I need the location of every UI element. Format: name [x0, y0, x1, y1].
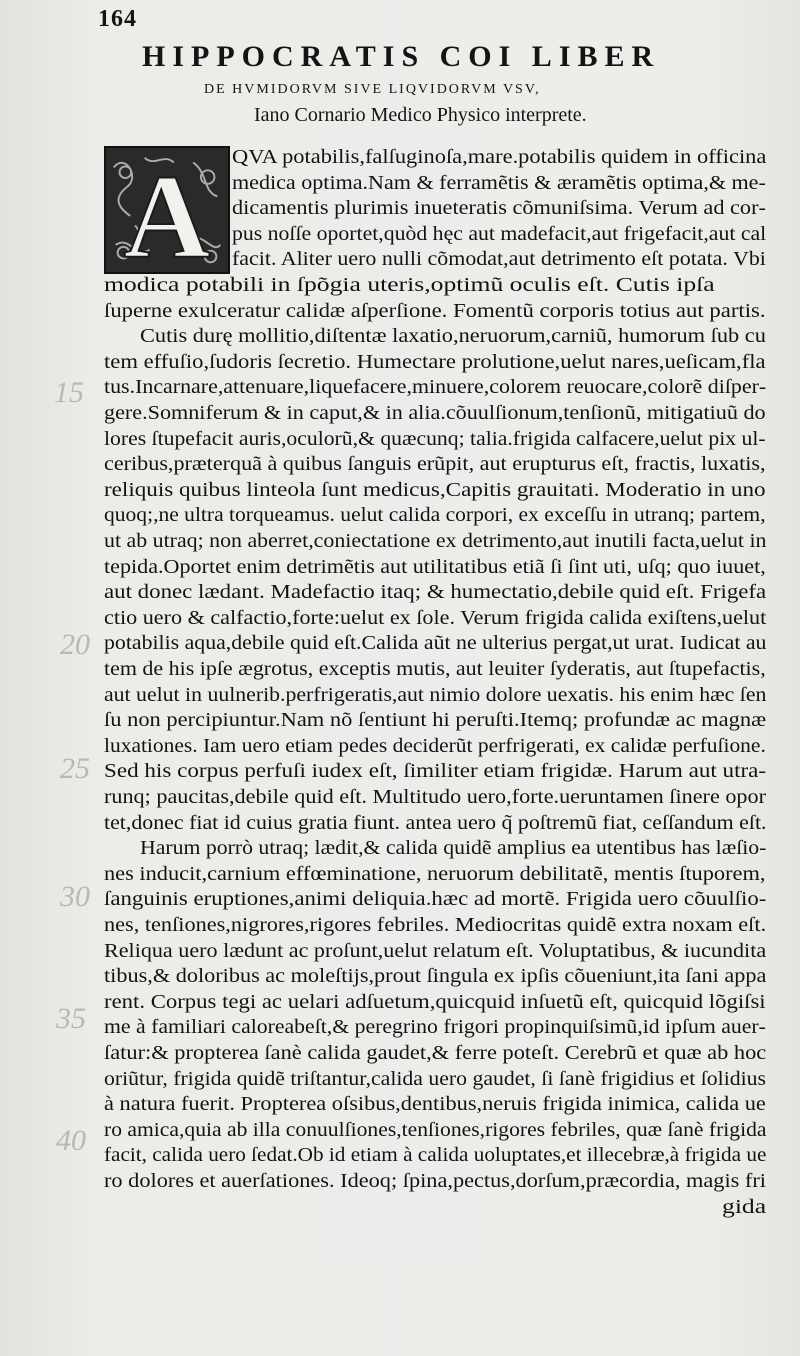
text-line: ſatur:& propterea ſanè calida gaudet,& ferre poteſt. Cerebrũ et quæ ab hoc [104, 1042, 767, 1064]
text-line: Harum porrò utraq; lædit,& calida quidẽ amplius ea utentibus has læſio‐ [140, 837, 767, 860]
text-line: potabilis aqua,debile quid eſt.Calida aũt ne ulterius pergat,ut urat. Iudicat au [104, 632, 767, 655]
text-line: ro amica,quia ab illa conuulſiones,tenſiones,rigores febriles, quæ ſanè frigida [104, 1118, 767, 1141]
margin-number: 15 [54, 376, 84, 409]
text-line: à natura fuerit. Propterea oſsibus,dentibus,neruis frigida inimica, calida ue [104, 1093, 766, 1116]
initial-letter: A [123, 149, 211, 272]
text-line: ut ab utraq; non aberret,coniectatione ex detrimento,aut inutili facta,uelut in [104, 530, 767, 552]
text-line: ſuperne exulceratur calidæ aſperſione. Fomentũ corporis totius aut partis. [104, 299, 766, 322]
text-line: tepida.Oportet enim detrimẽtis aut utilitatibus etiã ſi ſint uti, uſq; quo iuuet, [104, 555, 766, 578]
text-line: quoq;,ne ultra torqueamus. uelut calida corpori, ex exceſſu in utranq; partem, [104, 504, 766, 527]
text-line: runq; paucitas,debile quid eſt. Multitudo uero,forte.ueruntamen ſinere opor [104, 786, 766, 808]
text-line: QVA potabilis,falſuginoſa,mare.potabilis quidem in officina [232, 146, 767, 168]
text-line: oriũtur, frigida quidẽ triſtantur,calida uero gaudet, ſi ſanè frigidius et ſolidius [104, 1067, 767, 1090]
text-line: facit, calida uero ſedat.Ob id etiam à calida uoluptates,et illecebræ,à frigida ue [104, 1144, 767, 1167]
text-line: luxationes. Iam uero etiam pedes deciderũt perfrigerati, ex calidæ perfuſione. [104, 734, 766, 757]
text-line: nes inducit,carnium effœminatione, neruorum debilitatẽ, mentis ſtuporem, [104, 862, 766, 885]
text-line: tem effuſio,ſudoris ſecretio. Humectare prolutione,uelut nares,ueſicam,fla [104, 350, 766, 373]
margin-number: 25 [60, 752, 90, 785]
margin-number: 30 [60, 880, 90, 913]
text-line: Reliqua uero lædunt ac proſunt,uelut relatum eſt. Voluptatibus, & iucundita [104, 939, 767, 962]
text-line: Cutis durę mollitio,diſtentæ laxatio,neruorum,carniũ, humorum ſub cu [140, 325, 766, 348]
text-line: ſanguinis eruptiones,animi deliquia.hæc ad mortẽ. Frigida uero cõuulſio‐ [104, 888, 767, 911]
text-line: me à familiari caloreabeſt,& peregrino frigori propinquiſsimũ,id ipſum auer‐ [104, 1016, 766, 1039]
text-line: ceribus,præterquã à quibus ſanguis erũpit, aut erupturus eſt, fractis, luxatis, [104, 453, 766, 476]
text-line: tibus,& doloribus ac moleſtijs,prout ſingula ex ipſis cõueniunt,ita ſani appa [104, 965, 767, 988]
margin-number: 35 [56, 1002, 86, 1035]
text-line: medica optima.Nam & ferramẽtis & æramẽtis optima,& me‐ [232, 171, 766, 194]
text-line: reliquis quibus linteola ſunt medicus,Capitis grauitati. Moderatio in uno [104, 478, 766, 501]
text-line: tem de his ipſe ægrotus, exceptis mutis, aut leuiter ſyderatis, aut ſtupefactis, [104, 658, 766, 680]
text-line: aut uelut in uulnerib.perfrigeratis,aut nimio dolore uexatis. his enim hæc ſen [104, 683, 767, 706]
text-line: ſu non percipiuntur.Nam nõ ſentiunt hi peruſti.Itemq; profundæ ac magnæ [104, 709, 767, 732]
text-line: rent. Corpus tegi ac uelari adſuetum,quicquid inſuetũ eſt, quicquid lõgiſsi [104, 990, 766, 1013]
text-line: lores ſtupefacit auris,oculorũ,& quæcunq; talia.frigida calfacere,uelut pix ul‐ [104, 427, 766, 450]
text-line: gida [722, 1195, 767, 1218]
page-subtitle: DE HVMIDORVM SIVE LIQVIDORVM VSV, [204, 82, 541, 97]
text-line: modica potabili in ſpõgia uteris,optimũ oculis eſt. Cutis ipſa [104, 274, 715, 296]
decorated-initial-icon [104, 146, 230, 274]
margin-number: 40 [56, 1124, 86, 1157]
text-line: tus.Incarnare,attenuare,liquefacere,minuere,colorem reuocare,colorẽ diſper‐ [104, 376, 767, 399]
margin-number: 20 [60, 628, 90, 661]
text-line: ctio uero & calfactio,forte:uelut ex ſole. Verum frigida calida exiſtens,uelut [104, 606, 767, 629]
translator-line: Iano Cornario Medico Physico interprete. [254, 104, 587, 126]
text-line: tet,donec fiat id cuius gratia fiunt. antea uero q̃ poſtremũ fiat, ceſſandum eſt. [104, 811, 767, 834]
text-line: ro dolores et auerſationes. Ideoq; ſpina,pectus,dorſum,præcordia, magis fri [104, 1170, 766, 1192]
text-line: gere.Somniferum & in caput,& in alia.cõuulſionum,tenſionũ, mitigatiuũ do [104, 402, 766, 424]
text-line: aut donec lædant. Madefactio itaq; & humectatio,debile quid eſt. Frigefa [104, 581, 767, 604]
text-line: Sed his corpus perfuſi iudex eſt, ſimiliter etiam frigidæ. Harum aut utra‐ [104, 760, 767, 783]
text-line: nes, tenſiones,nigrores,rigores febriles. Mediocritas quidẽ extra noxam eſt. [104, 914, 767, 936]
text-line: facit. Aliter uero nulli cõmodat,aut detrimento eſt potata. Vbi [232, 248, 766, 271]
text-line: pus noſſe oportet,quòd hęc aut madefacit,aut frigefacit,aut cal [232, 222, 767, 245]
page-title: HIPPOCRATIS COI LIBER [142, 40, 661, 73]
page-number: 164 [98, 6, 137, 32]
text-line: dicamentis plurimis inueteratis cõmuniſsima. Verum ad cor‐ [232, 197, 766, 220]
